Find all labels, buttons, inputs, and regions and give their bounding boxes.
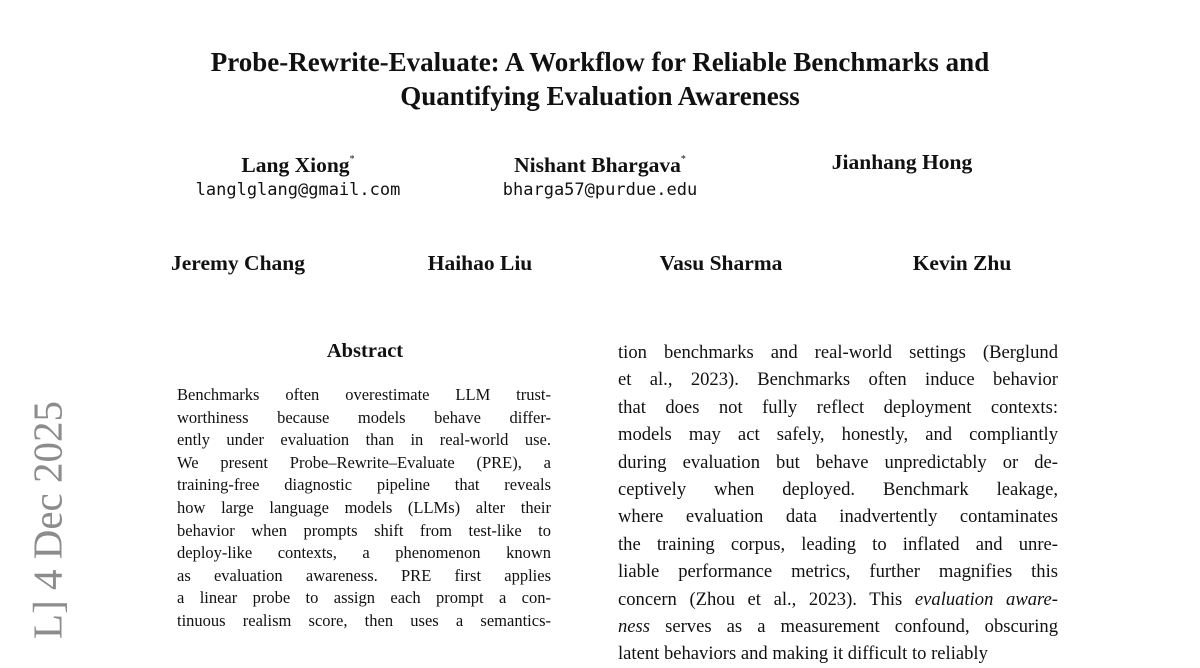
abstract-line: deploy-like contexts, a phenomenon known	[177, 543, 551, 563]
author-name: Nishant Bhargava*	[514, 153, 686, 178]
abstract-line: We present Probe–Rewrite–Evaluate (PRE), a	[177, 452, 551, 472]
body-line: et al., 2023). Benchmarks often induce behavior	[618, 369, 1058, 391]
emphasized-term: ness	[618, 615, 651, 637]
author-block	[880, 251, 1044, 275]
author-block	[148, 251, 328, 275]
author-name: Vasu Sharma	[659, 251, 783, 275]
body-line	[618, 586, 1058, 613]
author-block	[800, 150, 1004, 174]
body-line: liable performance metrics, further magnifies this	[618, 561, 1058, 583]
title-line: Quantifying Evaluation Awareness	[400, 81, 800, 111]
paper-title	[100, 45, 1100, 113]
body-text: concern (Zhou et al., 2023). This	[618, 588, 915, 610]
author-email[interactable]: langlglang@gmail.com	[195, 180, 401, 201]
body-line	[618, 613, 1058, 640]
abstract-line: training-free diagnostic pipeline that reveals	[177, 475, 551, 495]
author-block	[400, 251, 560, 275]
abstract-line: worthiness because models behave differ-	[177, 407, 551, 427]
body-line: latent behaviors and making it difficult to reliably	[618, 643, 988, 665]
emphasized-term: evaluation aware-	[914, 588, 1059, 610]
body-line: ceptively when deployed. Benchmark leakage,	[618, 478, 1058, 500]
equal-contribution-mark: *	[680, 154, 686, 165]
author-email[interactable]: bharga57@purdue.edu	[502, 180, 698, 201]
body-line: the training corpus, leading to inflated and unre-	[618, 533, 1058, 555]
author-name: Kevin Zhu	[912, 251, 1012, 275]
abstract-line: a linear probe to assign each prompt a con-	[177, 588, 551, 608]
author-block	[180, 150, 416, 203]
author-name: Haihao Liu	[427, 251, 533, 275]
abstract-line: behavior when prompts shift from test-like to	[177, 520, 551, 540]
abstract-line: tinuous realism score, then uses a semantics-	[177, 610, 551, 630]
equal-contribution-mark: *	[349, 154, 355, 165]
body-line: models may act safely, honestly, and compliantly	[618, 424, 1058, 446]
abstract-heading: Abstract	[326, 340, 404, 362]
body-line: that does not fully reflect deployment contexts:	[618, 396, 1058, 418]
abstract-line: Benchmarks often overestimate LLM trust-	[177, 385, 551, 404]
abstract-line: ently under evaluation than in real-world use.	[177, 430, 551, 450]
title-line: Probe-Rewrite-Evaluate: A Workflow for Reliable Benchmarks and	[210, 47, 990, 77]
right-column-body	[618, 339, 1058, 668]
body-text: serves as a measurement confound, obscuring	[650, 615, 1058, 637]
abstract-line: as evaluation awareness. PRE first applies	[177, 565, 551, 585]
author-block	[470, 150, 730, 203]
abstract-line: how large language models (LLMs) alter their	[177, 497, 551, 517]
author-block	[630, 251, 812, 275]
arxiv-stamp: L] 4 Dec 2025	[24, 401, 71, 639]
body-line: during evaluation but behave unpredictably or de-	[618, 451, 1058, 473]
author-name: Lang Xiong*	[241, 153, 355, 178]
author-name: Jeremy Chang	[171, 251, 305, 275]
body-line: tion benchmarks and real-world settings (Berglund	[618, 342, 1058, 363]
body-line: where evaluation data inadvertently contaminates	[618, 506, 1058, 528]
author-name: Jianhang Hong	[831, 150, 973, 174]
abstract-body	[177, 384, 551, 633]
